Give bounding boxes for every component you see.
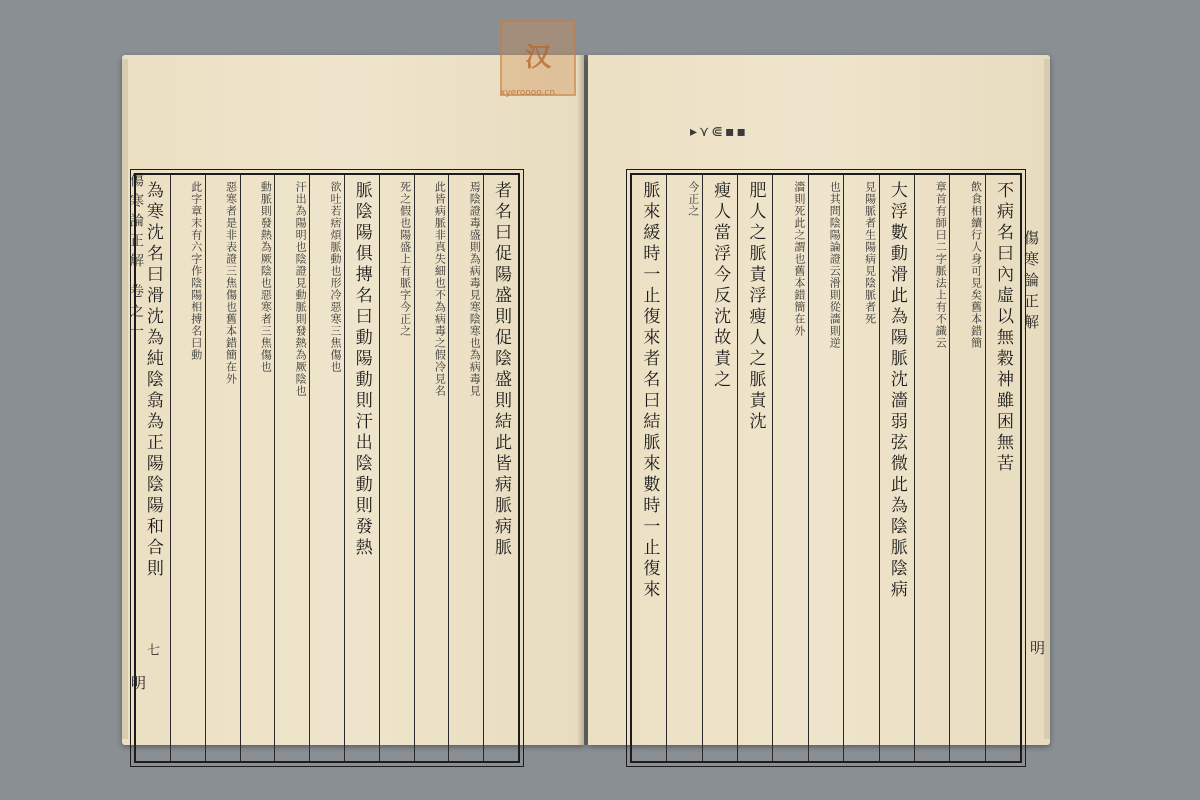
page-ornament: ▸⋎⋐▪▪: [690, 124, 748, 140]
right-page-edge: [1044, 59, 1050, 739]
left-folio: 七: [144, 643, 159, 656]
right-columns: [632, 175, 1020, 761]
left-col-9: 惡寒者是非表證三焦傷也舊本錯簡在外: [205, 175, 240, 761]
right-col-2: 飲食相續行人身可見矣舊本錯簡: [949, 175, 984, 761]
left-col-4: 死之假也陽盛上有脈字今正之: [379, 175, 414, 761]
left-side-title: 傷寒論正解 卷之一: [128, 173, 144, 344]
left-col-5: 脈陰陽俱摶名曰動陽動則汗出陰動則發熱: [344, 175, 379, 761]
left-col-6: 欲吐若痞煩脈動也形冷惡寒三焦傷也: [309, 175, 344, 761]
left-col-10: 此字章末有六字作陰陽相搏名曰動: [170, 175, 205, 761]
left-col-3: 此皆病脈非真失細也不為病毒之假冷見名: [414, 175, 449, 761]
right-col-5: 見陽脈者生陽病見陰脈者死: [843, 175, 878, 761]
right-col-11: 脈來緩時一止復來者名曰結脈來數時一止復來: [639, 181, 660, 601]
left-col-11: 為寒沈名曰滑沈為純陰翕為正陽陰陽和合則: [142, 181, 163, 580]
right-side-title: 傷寒論正解: [1022, 230, 1040, 335]
left-col-2: 焉陰證毒盛則為病毒見寒陰寒也為病毒見: [448, 175, 483, 761]
right-page: [588, 55, 1050, 745]
left-foot-mark: 明: [129, 675, 147, 690]
right-col-1: 不病名曰內虛以無穀神雖困無苦: [985, 175, 1020, 761]
watermark-seal: 汉: [500, 20, 576, 96]
right-col-9: 瘦人當浮今反沈故責之: [702, 175, 737, 761]
right-col-10: 今正之: [666, 175, 701, 761]
right-col-8: 肥人之脈責浮瘦人之脈責沈: [737, 175, 772, 761]
left-col-7: 汗出為陽明也陰證見動脈則發熱為厥陰也: [274, 175, 309, 761]
right-col-4: 大浮數動滑此為陽脈沈濇弱弦微此為陰脈陰病: [879, 175, 914, 761]
left-columns: [136, 175, 518, 761]
right-col-3: 章首有師曰二字脈法上有不識云: [914, 175, 949, 761]
right-text-frame: [630, 173, 1022, 763]
left-text-frame: [134, 173, 520, 763]
watermark-url: xyeroooo.cn: [500, 88, 556, 98]
right-col-6: 也其問陰陽論證云滑則從濇則逆: [808, 175, 843, 761]
left-page: [122, 55, 584, 745]
left-col-8: 動脈則發熱為厥陰也惡寒者三焦傷也: [240, 175, 275, 761]
left-col-1: 者名曰促陽盛則促陰盛則結此皆病脈病脈: [483, 175, 518, 761]
open-book: [122, 55, 1050, 745]
right-col-7: 濇則死此之謂也舊本錯簡在外: [772, 175, 807, 761]
right-side-seal: 明: [1028, 640, 1046, 655]
